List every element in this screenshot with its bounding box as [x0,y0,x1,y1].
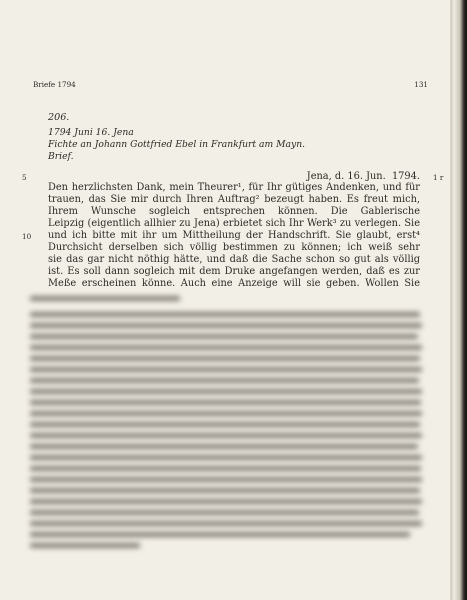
body-line-9: Meße erscheinen könne. Auch eine Anzeige will sie geben. Wollen Sie [48,278,420,289]
letter-number: 206. [48,112,70,123]
body-line-4: Leipzig (eigentlich allhier zu Jena) erbietet sich Ihr Werk³ zu verlegen. Sie [48,218,420,229]
body-line-5: und ich bitte mit ihr um Mittheilung der Handschrift. Sie glaubt, erst⁴ [48,230,420,241]
running-head-left: Briefe 1794 [33,80,76,89]
folio-marker: 1 r [433,173,444,182]
heading-type: Brief. [48,151,74,162]
body-line-1: Den herzlichsten Dank, mein Theurer¹, für Ihr gütiges Andenken, und für [48,182,420,193]
page-number: 131 [414,80,428,89]
blurred-apparatus [30,288,430,558]
body-line-3: Ihrem Wunsche sogleich entsprechen können. Die Gablerische [48,206,420,217]
heading-date-place: 1794 Juni 16. Jena [48,127,134,138]
body-line-2: trauen, das Sie mir durch Ihren Auftrag² bezeugt haben. Es freut mich, [48,194,420,205]
heading-correspondents: Fichte an Johann Gottfried Ebel in Frankfurt am Mayn. [48,139,306,150]
body-line-7: sie das gar nicht nöthig hätte, und daß die Sache schon so gut als völlig [48,254,420,265]
line-number-5: 5 [22,173,27,182]
body-line-6: Durchsicht derselben sich völlig bestimmen zu können; ich weiß sehr [48,242,420,253]
line-number-10: 10 [22,232,32,241]
book-fore-edge [451,0,467,600]
dateline: Jena, d. 16. Jun. 1794. [306,171,420,182]
body-line-8: ist. Es soll dann sogleich mit dem Druke angefangen werden, daß es zur [48,266,420,277]
